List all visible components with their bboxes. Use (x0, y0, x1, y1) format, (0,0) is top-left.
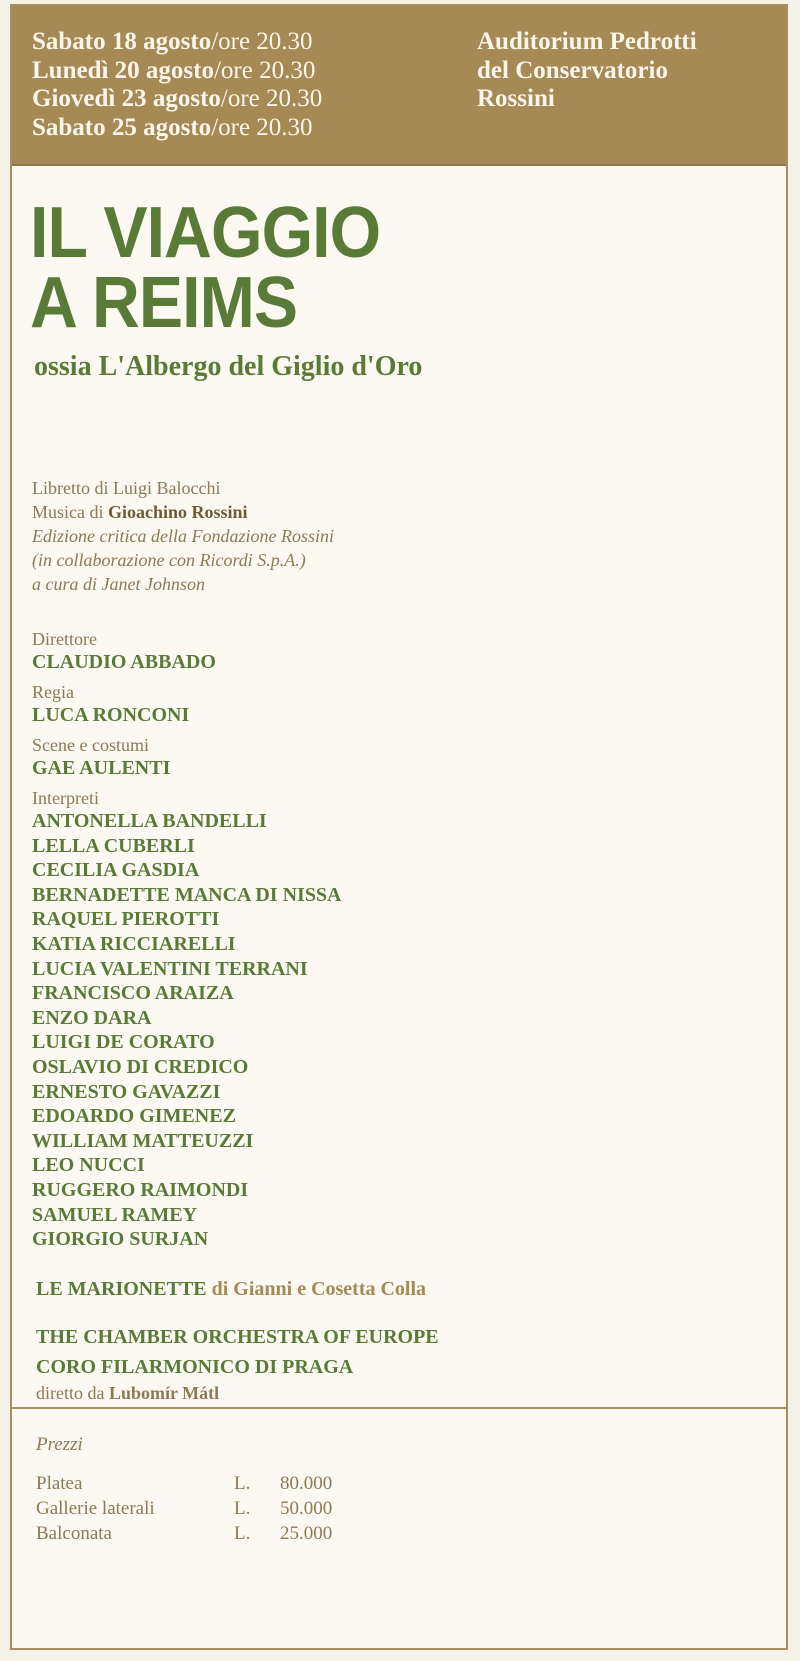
prices-heading: Prezzi (36, 1434, 83, 1455)
cast-member: EDOARDO GIMENEZ (32, 1105, 236, 1128)
orchestra-credits (36, 1322, 439, 1404)
venue-line: Auditorium Pedrotti (477, 28, 697, 55)
opera-subtitle: ossia L'Albergo del Giglio d'Oro (34, 351, 423, 382)
orchestra-name: THE CHAMBER ORCHESTRA OF EUROPE (36, 1326, 439, 1348)
cast-member: OSLAVIO DI CREDICO (32, 1055, 249, 1078)
venue-line: del Conservatorio (477, 56, 668, 84)
venue (477, 28, 697, 114)
marionette-credit: LE MARIONETTE di Gianni e Cosetta Colla (36, 1278, 427, 1300)
cast-member: GIORGIO SURJAN (32, 1228, 209, 1251)
collaboration-credit: (in collaborazione con Ricordi S.p.A.) (32, 550, 306, 570)
table-row: Platea L. 80.000 (36, 1473, 333, 1494)
table-row: Gallerie laterali L. 50.000 (36, 1498, 333, 1519)
table-row: Balconata L. 25.000 (36, 1523, 333, 1544)
cast-member: LEO NUCCI (32, 1154, 145, 1177)
cast-member: ERNESTO GAVAZZI (32, 1080, 221, 1103)
music-credit: Musica di Gioachino Rossini (32, 502, 248, 522)
cast-member: ENZO DARA (32, 1006, 152, 1029)
curator-credit: a cura di Janet Johnson (32, 574, 205, 594)
section-divider (12, 1407, 786, 1409)
cast-member: LUCIA VALENTINI TERRANI (32, 957, 308, 980)
designer-name: GAE AULENTI (32, 757, 171, 779)
conductor-name: CLAUDIO ABBADO (32, 651, 216, 673)
date-line: Sabato 18 agosto/ore 20.30 (32, 28, 313, 55)
roles (32, 628, 342, 1252)
cast-member: FRANCISCO ARAIZA (32, 982, 234, 1005)
credits (32, 476, 334, 596)
conductor-label: Direttore (32, 629, 97, 649)
cast-label: Interpreti (32, 788, 99, 808)
design-label: Scene e costumi (32, 735, 149, 755)
cast-member: LUIGI DE CORATO (32, 1031, 215, 1054)
title-line: IL VIAGGIO (30, 193, 381, 273)
choir-director: diretto da Lubomír Mátl (36, 1383, 220, 1403)
cast-member: LELLA CUBERLI (32, 834, 195, 857)
edition-credit: Edizione critica della Fondazione Rossini (32, 526, 334, 546)
date-line: Lunedì 20 agosto/ore 20.30 (32, 56, 316, 84)
price-table (36, 1471, 332, 1546)
date-line: Giovedì 23 agosto/ore 20.30 (32, 85, 323, 112)
header-band (12, 6, 786, 166)
date-line: Sabato 25 agosto/ore 20.30 (32, 113, 313, 141)
cast-member: ANTONELLA BANDELLI (32, 810, 267, 832)
opera-title (30, 193, 381, 343)
director-label: Regia (32, 682, 74, 702)
cast-member: RUGGERO RAIMONDI (32, 1178, 249, 1201)
composer: Gioachino Rossini (108, 502, 248, 522)
cast-member: KATIA RICCIARELLI (32, 932, 236, 955)
cast-member: CECILIA GASDIA (32, 859, 200, 882)
venue-line: Rossini (477, 85, 555, 112)
cast-member: RAQUEL PIEROTTI (32, 908, 220, 931)
cast-member: BERNADETTE MANCA DI NISSA (32, 883, 342, 906)
director-name: LUCA RONCONI (32, 704, 190, 726)
cast-member: WILLIAM MATTEUZZI (32, 1129, 254, 1152)
title-line: A REIMS (30, 263, 298, 343)
cast-member: SAMUEL RAMEY (32, 1203, 198, 1226)
libretto-credit: Libretto di Luigi Balocchi (32, 478, 221, 498)
choir-name: CORO FILARMONICO DI PRAGA (36, 1356, 354, 1378)
performance-dates (32, 28, 322, 142)
cast-list (32, 809, 342, 1252)
poster (10, 4, 788, 1650)
